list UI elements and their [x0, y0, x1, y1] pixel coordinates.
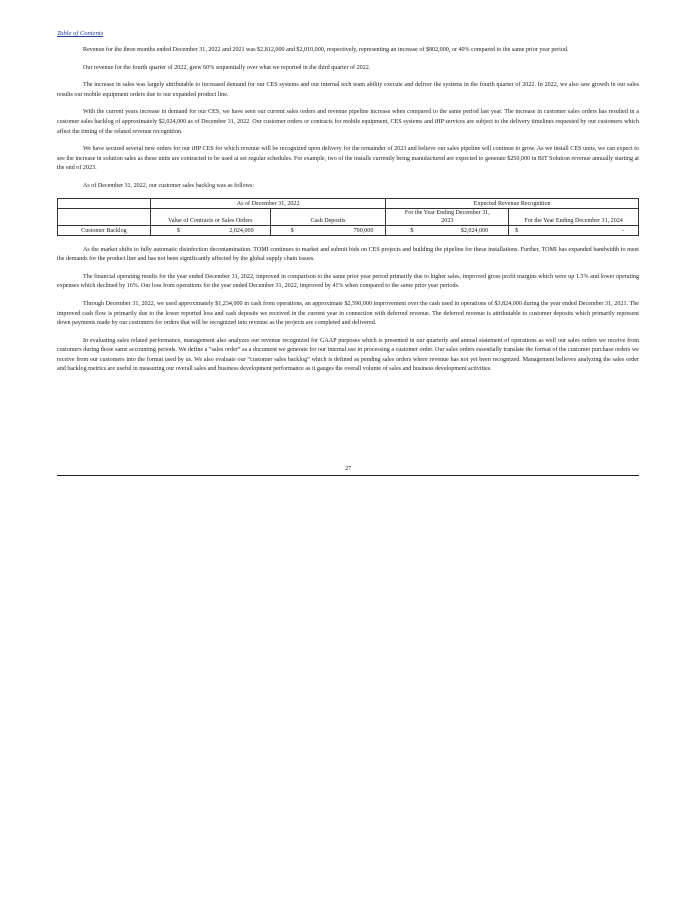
customer-backlog-table: [57, 198, 639, 236]
backlog-intro: As of December 31, 2022, our customer sales backlog was as follows:: [83, 182, 255, 189]
group-header-as-of: As of December 31, 2022: [150, 198, 386, 208]
table-of-contents-link[interactable]: Table of Contents: [57, 30, 104, 37]
cell-contracts-value: [150, 225, 270, 235]
table-corner-cell: [58, 198, 151, 208]
cell-2023-value: [386, 225, 509, 235]
column-header-2023-line2: 2023: [441, 217, 454, 224]
row-label-customer-backlog: Customer Backlog: [58, 225, 151, 235]
revenue-2023-value: $2,024,000: [460, 227, 489, 234]
cell-2024-value: [509, 225, 639, 235]
paragraph-financial-results: The financial operating results for the year ended December 31, 2022, improved in comparison to the same prior year period primarily due to higher sales, improved gross profit margins which were up 1.5% and lower operating expenses which declined by 16%. Our loss from operations for the year ended December 31, 2022, improved by 41% when compared to the same prior year periods.: [57, 273, 639, 290]
paragraph-market-shift: As the market shifts to fully automatic disinfection decontamination. TOMI continues to market and submit bids on CES projects and building the pipeline for these installations. Further, TOMI has expanded bandwidth to meet the demands for the product line and has not been significantly affected by the global supply chain issues.: [57, 246, 639, 263]
currency-symbol: $: [176, 227, 180, 234]
deposits-value: 700,000: [353, 227, 374, 234]
currency-symbol: $: [410, 227, 414, 234]
currency-symbol: $: [515, 227, 519, 234]
column-header-2023-line1: For the Year Ending December 31,: [404, 209, 490, 216]
revenue-2024-value: -: [621, 227, 624, 234]
table-row-label-header: [58, 208, 151, 225]
contracts-value: 2,024,000: [229, 227, 254, 234]
paragraph-cash-operations: Through December 31, 2022, we used approximately $1,234,000 in cash from operations, an approximate $2,590,000 improvement over the cash used in operations of $3,824,000 during the year ended December 31, 2021. The improved cash flow is primarily due to the lower reported loss and cash deposits we received in the current year in connection with deferred revenue. The deferred revenue is attributable to customer deposits which primarily represent down payments made by our customers for orders that will be recognized into revenue as the projects are completed and delivered.: [57, 300, 639, 327]
paragraph-revenue-three-months: Revenue for the three months ended December 31, 2022 and 2021 was $2,812,000 and $2,010,000, respectively, representing an increase of $802,000, or 40% compared to the same prior year period.: [83, 47, 569, 53]
column-header-deposits: Cash Deposits: [270, 208, 386, 225]
paragraph-fourth-quarter-growth: Our revenue for the fourth quarter of 2022, grew 60% sequentially over what we reported in the third quarter of 2022.: [83, 64, 371, 71]
footer-divider: [57, 475, 639, 476]
cell-deposits-value: [270, 225, 386, 235]
column-header-2024: For the Year Ending December 31, 2024: [509, 208, 639, 225]
document-page: [57, 22, 639, 472]
table-row: [58, 225, 639, 235]
page-number: 27: [344, 466, 352, 472]
column-header-2023: [386, 208, 509, 225]
paragraph-demand-backlog: With the current years increase in demand for our CES, we have seen our current sales orders and revenue pipeline increase when compared to the same period last year. The increase in customer sales orders has resulted in a customer sales backlog of approximately $2,024,000 as of December 31, 2022. Our customer orders or contracts for mobile equipment, CES systems and iHP services are subject to the delivery timelines requested by our customers which affect the timing of the related revenue recognition.: [57, 109, 639, 135]
paragraph-sales-performance: In evaluating sales related performance, management also analyzes our revenue recognized for GAAP purposes which is presented in our quarterly and annual statement of operations as well our sales orders we receive from customers during those same accounting periods. We define a “sales order” as a document we generate for our internal use in processing a customer order. Our sales orders essentially translate the format of the customer purchase orders we receive from our customers into the format used by us. We also evaluate our “customer sales backlog” which is defined as pending sales orders where revenue has not yet been recognized. Management believes analyzing the sales order and backlog metrics are useful in measuring our overall sales and business development performance as it gauges the overall volume of sales and business development activities.: [57, 337, 639, 373]
paragraph-sales-increase: The increase in sales was largely attributable to increased demand for our CES systems and our internal tech team ability execute and deliver the systems in the fourth quarter of 2022. In 2022, we also saw growth in our sales results our mobile equipment orders due to our expanded product line.: [57, 82, 639, 98]
table-group-header-row: [58, 198, 639, 208]
group-header-expected-revenue: Expected Revenue Recognition: [386, 198, 639, 208]
paragraph-new-orders: We have secured several new orders for our iHP CES for which revenue will be recognized upon delivery for the remainder of 2023 and believe our sales pipeline will continue to grow. As we install CES units, we can expect to see the increase in solution sales as these units are contracted to be used at set regular schedules. For example, two of the installs currently being manufactured are expected to generate $250,000 in BIT Solution revenue annually starting at the end of 2023.: [57, 146, 639, 172]
table-column-header-row: [58, 208, 639, 225]
currency-symbol: $: [290, 227, 294, 234]
column-header-contracts: Value of Contracts or Sales Orders: [150, 208, 270, 225]
